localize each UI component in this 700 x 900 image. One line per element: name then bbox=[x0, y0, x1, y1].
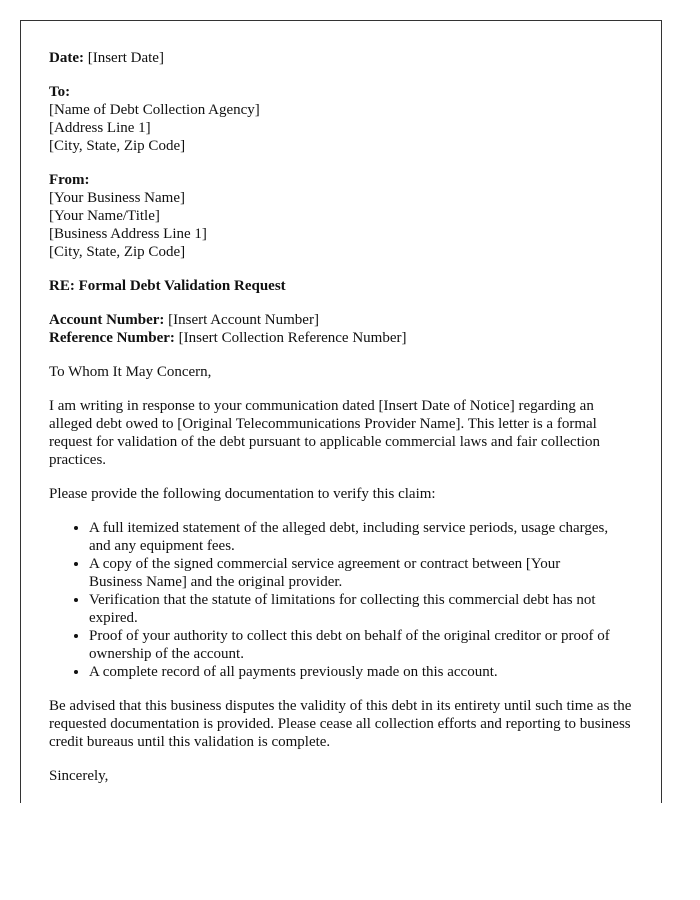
reference-value: [Insert Collection Reference Number] bbox=[178, 330, 407, 346]
letter-page bbox=[20, 20, 662, 803]
documentation-list bbox=[49, 519, 634, 681]
to-line: [Address Line 1] bbox=[49, 120, 151, 136]
subject-line bbox=[49, 277, 634, 295]
to-line: [City, State, Zip Code] bbox=[49, 138, 186, 154]
from-line: [Business Address Line 1] bbox=[49, 226, 207, 242]
to-label: To: bbox=[49, 84, 71, 100]
list-item: • Verification that the statute of limitations for collecting this commercial debt has not expired. bbox=[89, 591, 634, 627]
from-line: [City, State, Zip Code] bbox=[49, 244, 186, 260]
account-block bbox=[49, 311, 634, 347]
date-line bbox=[49, 49, 634, 67]
from-line: [Your Business Name] bbox=[49, 190, 185, 206]
salutation: To Whom It May Concern, bbox=[49, 364, 212, 380]
paragraph-dispute: Be advised that this business disputes the validity of this debt in its entirety until such time as the requested documentation is provided. Please cease all collection efforts and reporting to business credit bureaus until this validation is complete. bbox=[49, 698, 632, 750]
sender-block bbox=[49, 171, 634, 261]
reference-label: Reference Number: bbox=[49, 330, 175, 346]
from-line: [Your Name/Title] bbox=[49, 208, 160, 224]
subject-text: RE: Formal Debt Validation Request bbox=[49, 278, 286, 294]
list-item: • A complete record of all payments previously made on this account. bbox=[89, 663, 634, 681]
paragraph-request: Please provide the following documentation to verify this claim: bbox=[49, 486, 436, 502]
list-item: • Proof of your authority to collect this debt on behalf of the original creditor or proof of ownership of the account. bbox=[89, 627, 634, 663]
closing: Sincerely, bbox=[49, 768, 109, 784]
list-item: • A copy of the signed commercial service agreement or contract between [Your Business Name] and the original provider. bbox=[89, 555, 634, 591]
account-label: Account Number: bbox=[49, 312, 165, 328]
paragraph-intro: I am writing in response to your communication dated [Insert Date of Notice] regarding an alleged debt owed to [Original Telecommunications Provider Name]. This letter is a formal request for validation of the debt pursuant to applicable commercial laws and fair collection practices. bbox=[49, 398, 601, 468]
recipient-block bbox=[49, 83, 634, 155]
date-value: [Insert Date] bbox=[87, 50, 164, 66]
letter-body bbox=[49, 49, 634, 785]
account-value: [Insert Account Number] bbox=[168, 312, 319, 328]
list-item: • A full itemized statement of the alleged debt, including service periods, usage charges, and any equipment fees. bbox=[89, 519, 634, 555]
from-label: From: bbox=[49, 172, 90, 188]
date-label: Date: bbox=[49, 50, 84, 66]
to-line: [Name of Debt Collection Agency] bbox=[49, 102, 260, 118]
